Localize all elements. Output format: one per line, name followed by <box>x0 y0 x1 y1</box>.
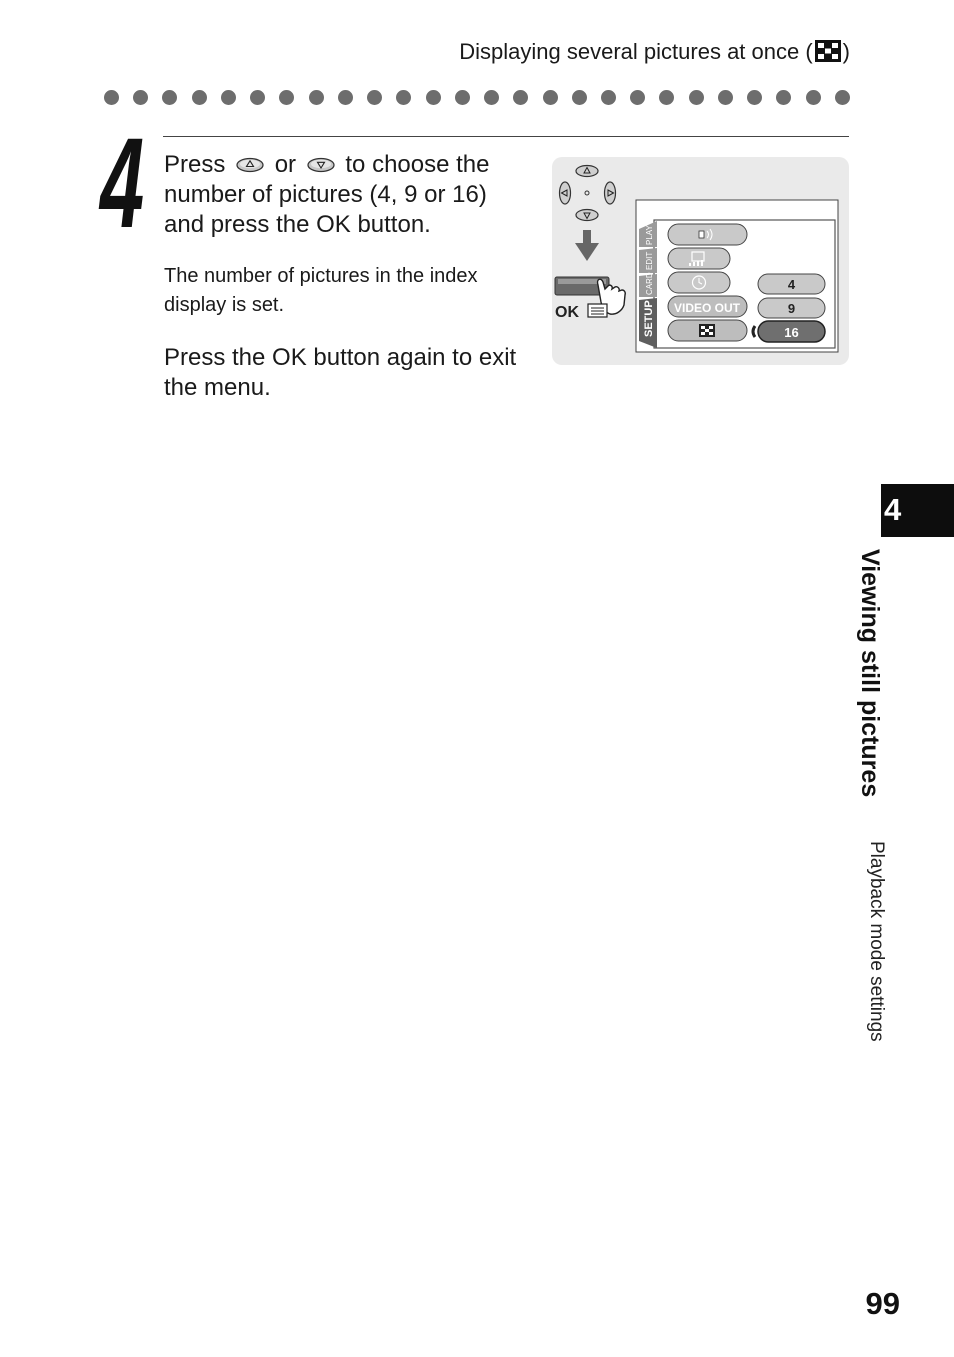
step-divider <box>163 136 849 137</box>
separator-dot <box>396 90 411 105</box>
camera-illustration <box>552 157 849 365</box>
section-title: Playback mode settings <box>866 841 887 1042</box>
camera-illustration-svg <box>552 157 849 365</box>
separator-dot <box>309 90 324 105</box>
tab-edit-label: EDIT <box>645 251 654 270</box>
up-button-icon <box>235 156 265 174</box>
separator-dot <box>543 90 558 105</box>
separator-dot <box>104 90 119 105</box>
separator-dot <box>835 90 850 105</box>
separator-dot <box>484 90 499 105</box>
dotted-separator <box>104 90 850 106</box>
separator-dot <box>250 90 265 105</box>
separator-dot <box>455 90 470 105</box>
separator-dot <box>601 90 616 105</box>
separator-dot <box>513 90 528 105</box>
instruction-or: or <box>274 151 297 178</box>
tab-setup-label: SETUP <box>643 300 655 337</box>
option-4-label: 4 <box>787 277 796 292</box>
chapter-number: 4 <box>884 492 902 527</box>
step-exit-instruction: Press the OK button again to exit the menu. <box>164 344 517 401</box>
menu-item-video-out-label: VIDEO OUT <box>673 301 741 315</box>
chapter-tab <box>881 484 954 537</box>
separator-dot <box>279 90 294 105</box>
separator-dot <box>426 90 441 105</box>
tab-play-label: PLAY <box>645 225 654 245</box>
separator-dot <box>806 90 821 105</box>
section-header-text: Displaying several pictures at once ( <box>459 39 813 64</box>
step-number: 4 <box>100 112 145 255</box>
separator-dot <box>659 90 674 105</box>
step-instruction <box>164 150 524 240</box>
menu-list-icon <box>588 304 607 317</box>
separator-dot <box>630 90 645 105</box>
separator-dot <box>689 90 704 105</box>
down-arrow-icon <box>575 230 599 261</box>
separator-dot <box>221 90 236 105</box>
separator-dot <box>747 90 762 105</box>
section-header <box>459 38 850 66</box>
separator-dot <box>192 90 207 105</box>
separator-dot <box>367 90 382 105</box>
arrow-pad-icon <box>560 166 616 221</box>
option-16-label: 16 <box>784 325 799 340</box>
step-note: The number of pictures in the index display is set. <box>164 265 478 316</box>
separator-dot <box>776 90 791 105</box>
separator-dot <box>338 90 353 105</box>
tab-card-label: CARD <box>645 272 654 295</box>
section-header-close: ) <box>842 39 850 64</box>
index-display-icon <box>699 324 715 337</box>
menu-item-sound <box>668 224 747 245</box>
separator-dot <box>133 90 148 105</box>
instruction-rest: to choose the number of pictures (4, 9 or 16) and press the OK button. <box>164 151 490 238</box>
separator-dot <box>572 90 587 105</box>
option-9-label: 9 <box>787 301 796 316</box>
separator-dot <box>718 90 733 105</box>
index-display-icon <box>814 39 842 63</box>
separator-dot <box>162 90 177 105</box>
chapter-title: Viewing still pictures <box>856 549 884 798</box>
instruction-press: Press <box>164 151 226 178</box>
page-number: 99 <box>865 1286 900 1321</box>
ok-label: OK <box>555 304 579 321</box>
down-button-icon <box>306 156 336 174</box>
